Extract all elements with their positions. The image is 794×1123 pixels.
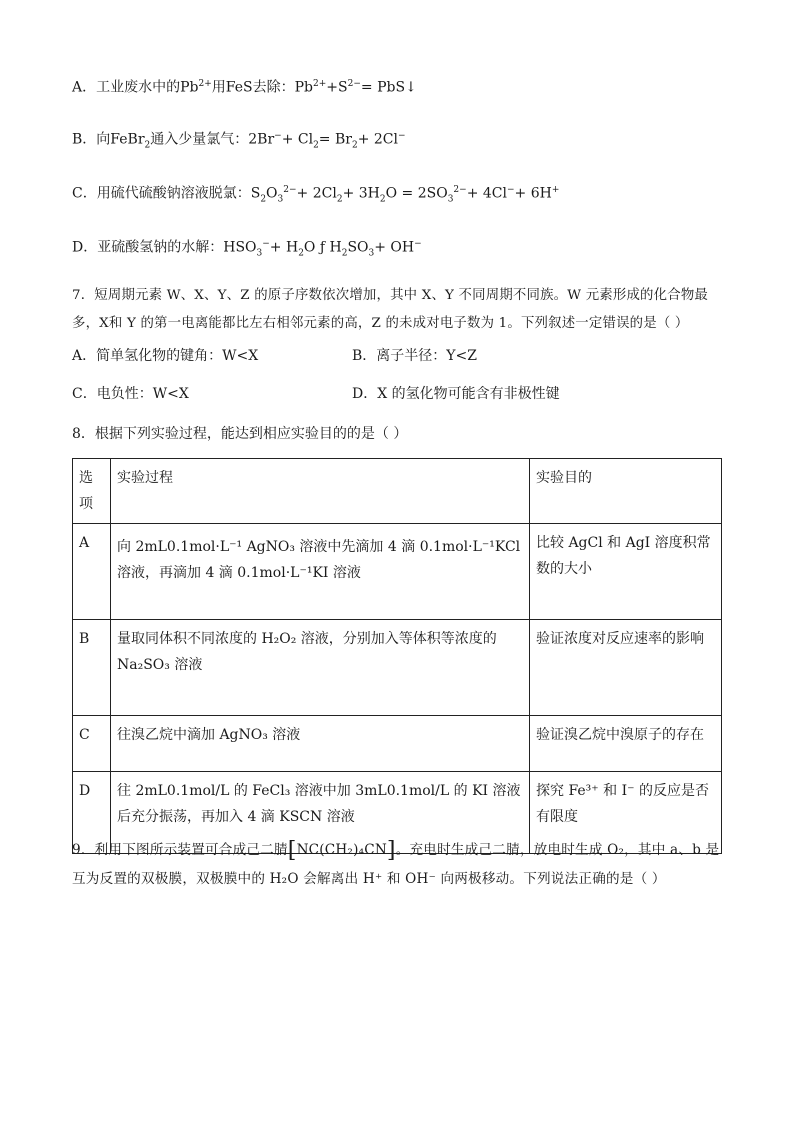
experiment-table [72, 458, 722, 854]
q9-stem [72, 836, 722, 893]
q6-option-b: B．向FeBr$_2$通入少量氯气：$2Br^-+ Cl_2= Br_2+ 2Cl^-$ [72, 131, 406, 151]
table-row [73, 620, 722, 716]
header-option: 选项 [73, 459, 111, 524]
row-option: C [73, 716, 111, 772]
row-goal: 探究 Fe³⁺ 和 I⁻ 的反应是否有限度 [530, 772, 722, 854]
row-option: B [73, 620, 111, 716]
q6-option-d: D．亚硫酸氢钠的水解：$HSO_3^-+ H_2O$ ƒ $H_2SO_3+ OH^-$ [72, 239, 422, 259]
row-process: 向 2mL0.1mol·L⁻¹ AgNO₃ 溶液中先滴加 4 滴 0.1mol·L⁻¹KCl 溶液，再滴加 4 滴 0.1mol·L⁻¹KI 溶液 [111, 524, 530, 620]
row-goal: 验证溴乙烷中溴原子的存在 [530, 716, 722, 772]
table-header-row [73, 459, 722, 524]
q7-option-a: A．简单氢化物的键角：W<X [72, 348, 259, 364]
row-process: 量取同体积不同浓度的 H₂O₂ 溶液，分别加入等体积等浓度的 Na₂SO₃ 溶液 [111, 620, 530, 716]
q7-stem [72, 282, 722, 338]
q9-line1-start: 9．利用下图所示装置可合成己二腈 [72, 842, 288, 858]
q9-line1-end: 。充电时生成己二腈，放电时生成 O₂，其中 a、b 是 [395, 842, 720, 858]
row-option: D [73, 772, 111, 854]
q7-option-d: D．X 的氢化物可能含有非极性键 [352, 386, 560, 402]
table-row [73, 716, 722, 772]
q6-option-c: C．用硫代硫酸钠溶液脱氯：$S_2O_3^{2-}+ 2Cl_2+ 3H_2O = 2SO_3^{2-}+ 4Cl^-+ 6H^+$ [72, 185, 560, 205]
q6-option-a: A．工业废水中的$Pb^{2+}$用FeS去除：$Pb^{2+}+S^{2-}=$ PbS↓ [72, 79, 417, 96]
row-goal: 验证浓度对反应速率的影响 [530, 620, 722, 716]
q7-stem-line2: 多，X和 Y 的第一电离能都比左右相邻元素的高，Z 的未成对电子数为 1。下列叙述一定错误的是（ ） [72, 316, 689, 331]
header-goal: 实验目的 [530, 459, 722, 524]
adiponitrile-formula: NC(CH₂)₄CN [296, 842, 387, 858]
q9-line2: 互为反置的双极膜，双极膜中的 H₂O 会解离出 H⁺ 和 OH⁻ 向两极移动。下列说法正确的是（ ） [72, 871, 666, 887]
left-bracket: [ [287, 838, 297, 863]
q7-stem-line1: 7．短周期元素 W、X、Y、Z 的原子序数依次增加，其中 X、Y 不同周期不同族。W 元素形成的化合物最 [72, 288, 709, 303]
row-goal: 比较 AgCl 和 AgI 溶度积常数的大小 [530, 524, 722, 620]
row-process: 往溴乙烷中滴加 AgNO₃ 溶液 [111, 716, 530, 772]
header-process: 实验过程 [111, 459, 530, 524]
q8-stem: 8．根据下列实验过程，能达到相应实验目的的是（ ） [72, 426, 408, 442]
q9-line1 [72, 836, 722, 865]
row-process: 往 2mL0.1mol/L 的 FeCl₃ 溶液中加 3mL0.1mol/L 的 KI 溶液后充分振荡，再加入 4 滴 KSCN 溶液 [111, 772, 530, 854]
right-bracket: ] [386, 838, 396, 863]
table-row [73, 524, 722, 620]
q7-option-c: C．电负性：W<X [72, 386, 189, 402]
q7-option-b: B．离子半径：Y<Z [352, 348, 477, 364]
row-option: A [73, 524, 111, 620]
